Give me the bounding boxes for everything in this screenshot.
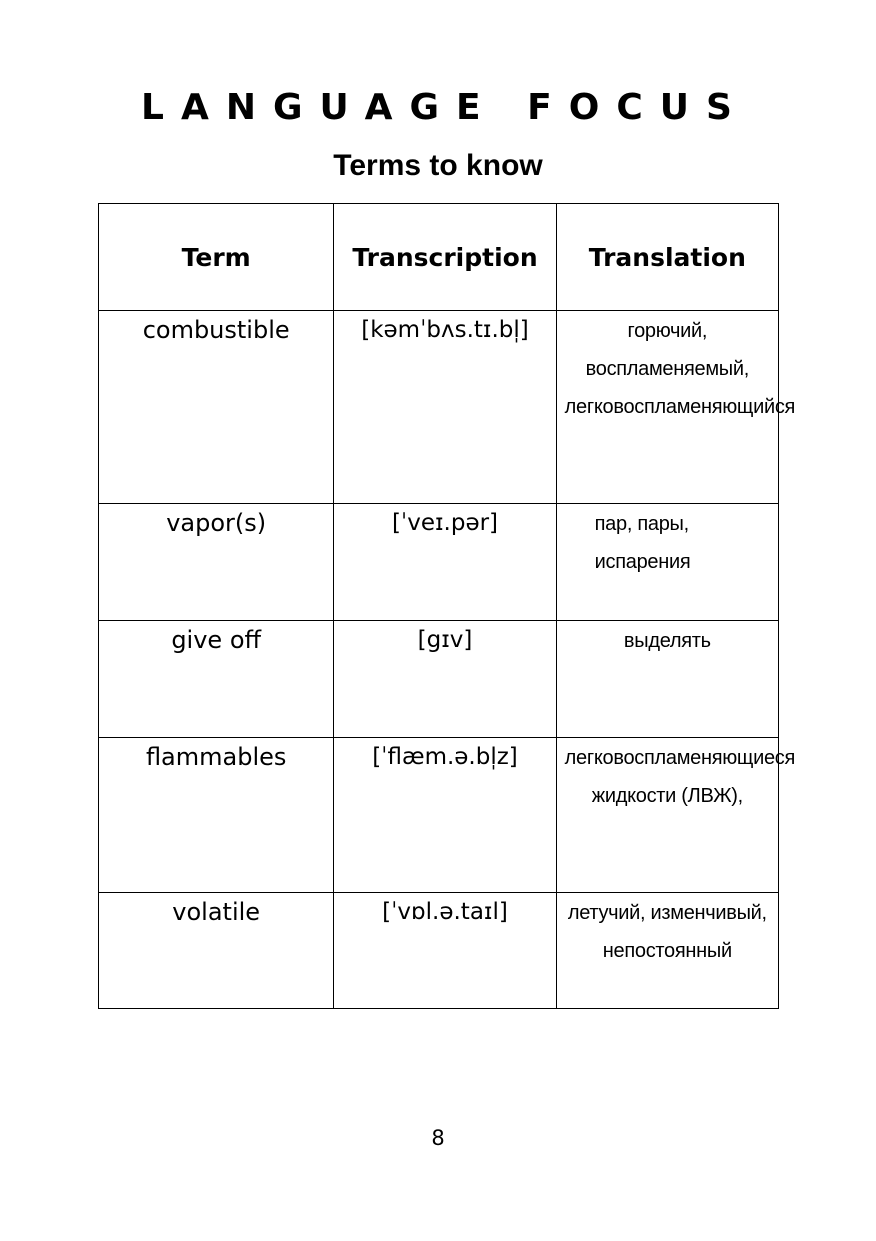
term-text: vapor(s) [166, 509, 267, 537]
term-cell [99, 311, 334, 504]
translation-text: легковоспламеняющиеся жидкости (ЛВЖ), [564, 747, 796, 807]
translation-cell [556, 893, 778, 1009]
translation-text: летучий, изменчивый, непостоянный [567, 902, 767, 962]
column-header-translation: Translation [556, 204, 778, 311]
table-row [99, 738, 779, 893]
translation-cell [556, 311, 796, 504]
terms-table [98, 203, 796, 1009]
column-header-term: Term [99, 204, 334, 311]
table-header-row [99, 204, 779, 311]
transcription-text: [ˈveɪ.pər] [391, 510, 499, 536]
term-cell [99, 738, 334, 893]
transcription-text: [ˈvɒl.ə.taɪl] [382, 899, 508, 925]
translation-cell [556, 504, 778, 621]
section-subtitle: Terms to know [333, 149, 543, 182]
page-title: LANGUAGE FOCUS [141, 87, 749, 128]
transcription-text: [ˈflæm.ə.bl̩z] [372, 744, 518, 770]
translation-text: горючий, воспламеняемый, легковоспламеняющийся [564, 320, 796, 418]
transcription-cell [334, 738, 556, 893]
transcription-cell [334, 311, 556, 504]
table-row [99, 311, 779, 504]
translation-text: пар, пары, испарения [594, 513, 691, 573]
term-cell [99, 504, 334, 621]
transcription-cell [334, 621, 556, 738]
transcription-text: [gɪv] [417, 627, 473, 653]
translation-cell [556, 738, 796, 893]
translation-text: выделять [623, 630, 711, 652]
term-text: give off [171, 626, 262, 654]
transcription-text: [kəmˈbʌs.tɪ.bl̩] [361, 317, 529, 343]
term-text: combustible [142, 316, 290, 344]
term-cell [99, 893, 334, 1009]
page-number: 8 [431, 1126, 445, 1150]
transcription-cell [334, 893, 556, 1009]
translation-cell [556, 621, 778, 738]
table-row [99, 621, 779, 738]
term-text: flammables [145, 743, 287, 771]
term-text: volatile [172, 898, 261, 926]
table-row [99, 893, 779, 1009]
transcription-cell [334, 504, 556, 621]
table-row [99, 504, 779, 621]
column-header-transcription: Transcription [334, 204, 556, 311]
term-cell [99, 621, 334, 738]
